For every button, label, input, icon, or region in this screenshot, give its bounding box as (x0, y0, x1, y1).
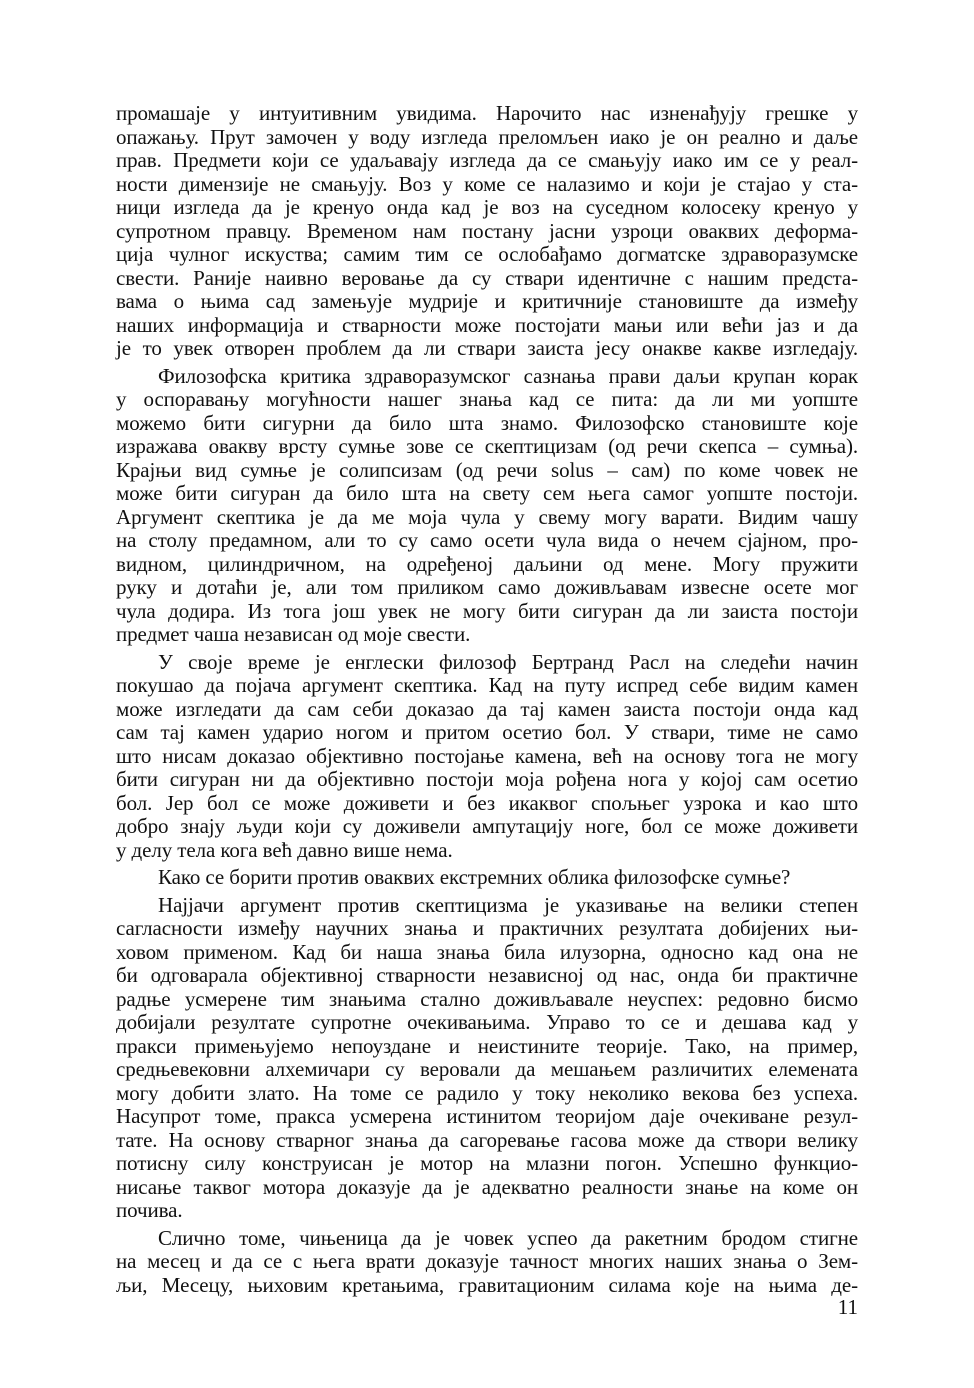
text-line: би одговарала објективној стварности независној од нас, онда би практичне (116, 963, 858, 987)
text-line: у делу тела кога већ давно више нема. (116, 837, 453, 862)
paragraph-2 (116, 365, 858, 647)
text-line: потисну силу конструисан је мотор на млазни погон. Успешно функцио- (116, 1151, 858, 1175)
text-line: видном, цилиндричном, на одређеној даљини од мене. Могу пружити (116, 551, 858, 576)
paragraph-3 (116, 651, 858, 863)
text-line: добро знају људи који су доживели ампутацију ноге, бол се може доживети (116, 814, 858, 838)
text-line: љи, Месецу, њиховим кретањима, гравитационим силама које на њима де- (116, 1272, 858, 1297)
text-line: нисање таквог мотора доказује да је адекватно реалности знање на коме он (116, 1174, 858, 1199)
text-line: чула додира. Из тога још увек не могу бити сигуран да ли заиста постоји (116, 598, 858, 623)
text-line: Крајњи вид сумње је солипсизам (од речи solus – сам) по коме човек не (116, 457, 858, 482)
paragraph-1 (116, 102, 858, 361)
text-line: сагласности између научних знања и практичних резултата добијених њи- (116, 916, 858, 940)
text-line: на месец и да се с њега врати доказује тачност многих наших знања о Зем- (116, 1249, 858, 1273)
text-line: бити сигуран ни да објективно постоји моја рођена нога у којој сам осетио (116, 767, 858, 791)
text-line: можемо бити сигурни да било шта знамо. Филозофско становиште које (116, 410, 858, 435)
text-line: предмет чаша независан од моје свести. (116, 622, 471, 646)
text-line: сам тај камен ударио ногом и притом осетио бол. У ствари, тиме не само (116, 720, 858, 744)
page-number: 11 (837, 1295, 858, 1319)
paragraph-6 (116, 1227, 858, 1298)
text-line: опажању. Прут замочен у воду изгледа преломљен иако је он реално и даље (116, 124, 858, 149)
text-line: промашаје у интуитивним увидима. Нарочито нас изненађују грешке у (116, 101, 858, 125)
text-line: почива. (116, 1198, 183, 1222)
text-line: радње усмерене тим знањима стално доживљавале неуспех: редовно бисмо (116, 986, 858, 1011)
text-line: што нисам доказао објективно постојање камена, већ на основу тога не могу (116, 743, 858, 768)
text-line: Насупрот томе, пракса усмерена истинитом теоријом даје очекиване резул- (116, 1104, 858, 1128)
paragraph-5 (116, 894, 858, 1223)
text-line: ности димензије не смањују. Воз у коме се налазимо и који је стајао у ста- (116, 171, 858, 196)
text-line: руку и дотаћи је, али том приликом само доживљавам извесне осете мог (116, 575, 858, 599)
paragraph-4 (116, 866, 858, 890)
text-line: свести. Раније наивно веровање да су ствари идентичне с нашим предста- (116, 265, 858, 290)
text-line: средњевековни алхемичари су веровали да мешањем различитих елемената (116, 1057, 858, 1081)
text-line: ција чулног искуства; самим тим се ослобађамо догматске здраворазумске (116, 242, 858, 266)
text-line: на столу предамном, али то су само осети чула вида о нечем сјајном, про- (116, 528, 858, 552)
text-line: Филозофска критика здраворазумског сазнања прави даљи крупан корак (158, 363, 858, 388)
text-line: могу добити злато. На томе се радило у току неколико векова без успеха. (116, 1080, 858, 1105)
text-line: супротном правцу. Временом нам постану јасни узроци оваквих деформа- (116, 218, 858, 243)
text-line: Како се борити против оваквих екстремних облика филозофске сумње? (158, 865, 791, 889)
body-text (116, 102, 858, 1301)
text-line: у оспоравању могућности нашег знања кад се пита: да ли ми уопште (116, 387, 858, 411)
text-line: тате. На основу стварног знања да сагоревање гасова може да створи велику (116, 1127, 858, 1152)
text-line: наших информација и стварности може постојати мањи или већи јаз и да (116, 312, 858, 337)
text-line: Најјачи аргумент против скептицизма је указивање на велики степен (158, 892, 858, 917)
text-line: је то увек отворен проблем да ли ствари заиста јесу онакве какве изгледају. (116, 336, 858, 360)
text-line: добијали резултате супротне очекивањима. Управо то се и дешава кад у (116, 1010, 858, 1034)
text-line: вама о њима сад замењује мудрије и критичније становиште да између (116, 289, 858, 313)
text-line: прав. Предмети који се удаљавају изгледа да се смањују иако им се у реал- (116, 148, 858, 172)
text-line: може изгледати да сам себи доказао да тај камен заиста постоји онда кад (116, 696, 858, 721)
text-line: Слично томе, чињеница да је човек успео да ракетним бродом стигне (158, 1225, 858, 1250)
text-line: изражава овакву врсту сумње зове се скептицизам (од речи скепса – сумња). (116, 434, 858, 458)
text-line: У своје време је енглески филозоф Бертранд Расл на следећи начин (158, 649, 858, 674)
text-line: ници изгледа да је кренуо онда кад је воз на суседном колосеку кренуо у (116, 195, 858, 219)
text-line: може бити сигуран да било шта на свету сем њега самог уопште постоји. (116, 481, 858, 505)
text-line: пракси примењујемо непоуздане и неистините теорије. Тако, на пример, (116, 1033, 858, 1058)
text-line: ховом применом. Кад би наша знања била илузорна, односно кад она не (116, 939, 858, 964)
text-line: бол. Јер бол се може доживети и без икаквог спољњег узрока и као што (116, 790, 858, 815)
text-line: Аргумент скептика је да ме моја чула у свему могу варати. Видим чашу (116, 504, 858, 529)
text-line: покушао да појача аргумент скептика. Кад на путу испред себе видим камен (116, 673, 858, 697)
